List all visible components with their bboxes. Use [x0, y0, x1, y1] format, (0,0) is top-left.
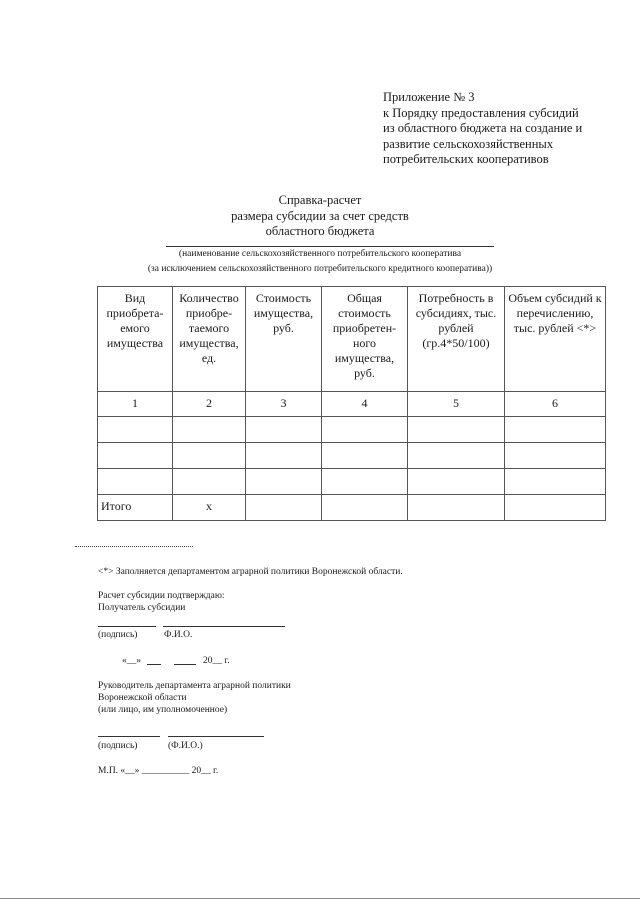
document-title [0, 193, 640, 240]
header-cell: Объем субсидий к перечислению, тыс. рублей <*> [505, 287, 606, 392]
name-caption-2: (за исключением сельскохозяйственного потребительского кредитного кооператива)) [147, 264, 493, 274]
table-cell[interactable] [173, 417, 246, 443]
head-region: Воронежской области [98, 693, 187, 703]
stamp-date-line: М.П. «__» __________ 20__ г. [98, 766, 219, 776]
table-cell[interactable] [98, 417, 173, 443]
date-month-line[interactable] [174, 664, 196, 665]
header-cell: Количество приобре-таемого имущества, ед. [173, 287, 246, 392]
column-number: 1 [98, 392, 173, 417]
appendix-line: из областного бюджета на создание и [383, 121, 583, 135]
table-cell[interactable] [98, 443, 173, 469]
fio-caption: Ф.И.О. [164, 630, 193, 640]
signature-line[interactable] [98, 626, 156, 627]
column-number: 4 [322, 392, 408, 417]
header-cell: Вид приобрета-емого имущества [98, 287, 173, 392]
appendix-line: потребительских кооперативов [383, 152, 549, 166]
table-cell[interactable] [322, 495, 408, 521]
table-cell[interactable] [505, 443, 606, 469]
table-row [98, 443, 606, 469]
table-cell[interactable] [173, 443, 246, 469]
appendix-block [383, 90, 582, 168]
title-line: Справка-расчет [278, 193, 362, 207]
column-number: 6 [505, 392, 606, 417]
table-cell[interactable] [505, 469, 606, 495]
signature-caption: (подпись) [98, 630, 138, 640]
table-cell[interactable] [246, 495, 322, 521]
head-title: Руководитель департамента аграрной политики [98, 681, 291, 691]
table-row [98, 392, 606, 417]
head-proxy: (или лицо, им уполномоченное) [98, 705, 228, 715]
table-cell[interactable] [322, 417, 408, 443]
appendix-line: Приложение № 3 [383, 90, 475, 104]
table-cell[interactable] [246, 469, 322, 495]
page-bottom-edge [0, 898, 640, 899]
table-cell[interactable] [322, 443, 408, 469]
header-cell: Стоимость имущества, руб. [246, 287, 322, 392]
table-cell[interactable] [98, 469, 173, 495]
table-cell[interactable] [246, 417, 322, 443]
title-line: областного бюджета [265, 224, 375, 238]
table-cell[interactable] [408, 443, 505, 469]
cooperative-name-line [166, 246, 494, 247]
table-header-row [98, 287, 606, 392]
header-cell: Потребность в субсидиях, тыс. рублей (гр.4*50/100) [408, 287, 505, 392]
table-row [98, 469, 606, 495]
name-caption-1: (наименование сельскохозяйственного потребительского кооператива [178, 249, 462, 259]
date-month-line[interactable] [147, 664, 161, 665]
total-mark: x [173, 495, 246, 521]
column-number: 2 [173, 392, 246, 417]
fio-line[interactable] [163, 626, 285, 627]
footnote-text: <*> Заполняется департаментом аграрной политики Воронежской области. [98, 567, 403, 577]
table-cell[interactable] [408, 469, 505, 495]
appendix-line: развитие сельскохозяйственных [383, 136, 554, 151]
table-cell[interactable] [322, 469, 408, 495]
table-cell[interactable] [408, 495, 505, 521]
header-cell: Общая стоимость приобретен-ного имущества, руб. [322, 287, 408, 392]
appendix-line: к Порядку предоставления субсидий [383, 105, 579, 120]
total-label: Итого [98, 495, 173, 521]
table-cell[interactable] [505, 495, 606, 521]
column-number: 5 [408, 392, 505, 417]
column-number: 3 [246, 392, 322, 417]
signature-caption: (подпись) [98, 741, 138, 751]
table-cell[interactable] [408, 417, 505, 443]
date-day: «__» [122, 656, 141, 666]
footnote-separator [75, 546, 193, 547]
table-cell[interactable] [173, 469, 246, 495]
fio-caption: (Ф.И.О.) [168, 741, 203, 751]
table-cell[interactable] [505, 417, 606, 443]
fio-line[interactable] [168, 736, 264, 737]
calculation-table [97, 286, 606, 521]
table-row [98, 417, 606, 443]
date-year: 20__ г. [203, 656, 230, 666]
signature-line[interactable] [98, 736, 160, 737]
table-cell[interactable] [246, 443, 322, 469]
title-line: размера субсидии за счет средств [231, 208, 409, 223]
recipient-label: Получатель субсидии [98, 603, 186, 613]
table-total-row [98, 495, 606, 521]
confirm-line: Расчет субсидии подтверждаю: [98, 591, 225, 601]
